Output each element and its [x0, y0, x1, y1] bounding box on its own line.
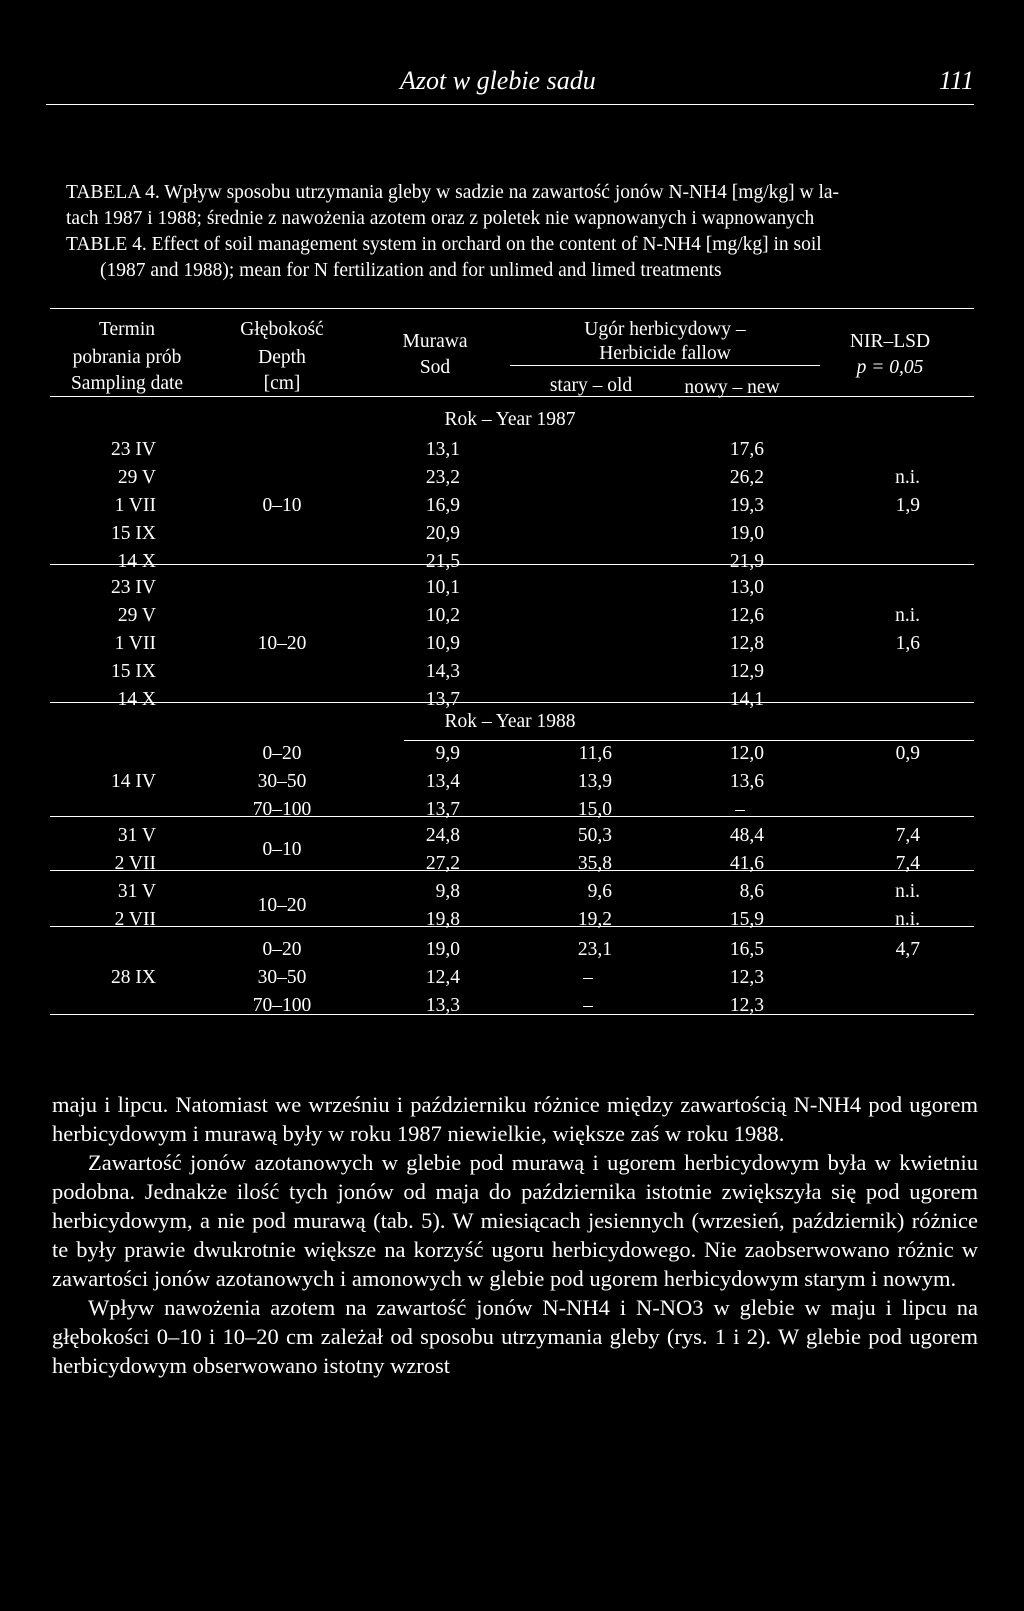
old-fallow-cell: – [583, 967, 593, 988]
fallow-cell: 21,9 [729, 551, 764, 572]
header-date-pl-2: pobrania prób [72, 347, 182, 368]
lsd-cell: 1,9 [895, 495, 920, 516]
depth-cell: 70–100 [252, 799, 312, 820]
header-depth-unit: [cm] [263, 373, 301, 394]
page-number: 111 [938, 66, 974, 95]
table-top-rule [50, 308, 974, 309]
date-cell: 23 IV [111, 577, 156, 598]
old-fallow-cell: 13,9 [577, 771, 612, 792]
date-cell: 23 IV [111, 439, 156, 460]
depth-cell: 0–10 [262, 839, 302, 860]
running-header [46, 64, 974, 105]
sod-cell: 19,0 [425, 939, 460, 960]
header-new: nowy – new [684, 377, 780, 398]
header-fallow-pl: Ugór herbicydowy – [584, 319, 746, 340]
old-fallow-cell: 19,2 [577, 909, 612, 930]
date-cell: 1 VII [114, 633, 156, 654]
lsd-cell: n.i. [895, 605, 920, 626]
caption-line-en-2: (1987 and 1988); mean for N fertilization and for unlimed and limed treatments [100, 260, 722, 281]
paragraph: Zawartość jonów azotanowych w glebie pod murawą i ugorem herbicydowym była w kwietniu podobna. Jednakże ilość tych jonów od maja do października istotnie zwiększyła się pod ugorem herbicydowym, a nie pod murawą (tab. 5). W miesiącach jesiennych (wrzesień, październik) różnice te były prawie dwukrotnie większe na korzyść ugoru herbicydowego. Nie zaobserwowano różnic w zawartości jonów azotanowych i amonowych w glebie pod ugorem herbicydowym starym i nowym. [52, 1150, 978, 1291]
header-depth-pl: Głębokość [240, 319, 324, 340]
header-lsd: NIR–LSD [849, 331, 931, 352]
depth-cell: 10–20 [257, 633, 307, 654]
fallow-cell: 12,6 [729, 605, 764, 626]
new-fallow-cell: 13,6 [729, 771, 764, 792]
fallow-cell: 19,3 [729, 495, 764, 516]
fallow-cell: 26,2 [729, 467, 764, 488]
lsd-cell: n.i. [895, 467, 920, 488]
fallow-cell: 12,8 [729, 633, 764, 654]
date-cell: 14 X [117, 689, 156, 710]
sod-cell: 20,9 [425, 523, 460, 544]
new-fallow-cell: 15,9 [729, 909, 764, 930]
old-fallow-cell: 11,6 [578, 743, 612, 764]
date-cell: 1 VII [114, 495, 156, 516]
sod-cell: 13,3 [425, 995, 460, 1016]
year-rule [404, 740, 974, 741]
sod-cell: 16,9 [425, 495, 460, 516]
date-cell: 14 IV [111, 771, 156, 792]
sod-cell: 14,3 [425, 661, 460, 682]
date-cell: 29 V [117, 605, 156, 626]
year-1987-label: Rok – Year 1987 [444, 409, 576, 430]
sod-cell: 10,2 [425, 605, 460, 626]
date-cell: 14 X [117, 551, 156, 572]
table-bottom-rule [50, 1014, 974, 1015]
lsd-cell: 0,9 [895, 743, 920, 764]
fallow-cell: 19,0 [729, 523, 764, 544]
depth-cell: 30–50 [257, 771, 307, 792]
caption-line-pl-2: tach 1987 i 1988; średnie z nawożenia azotem oraz z poletek nie wapnowanych i wapnowanych [66, 208, 815, 229]
fallow-cell: 13,0 [729, 577, 764, 598]
date-cell: 29 V [117, 467, 156, 488]
old-fallow-cell: 50,3 [577, 825, 612, 846]
lsd-cell: n.i. [895, 881, 920, 902]
new-fallow-cell: 12,3 [729, 995, 764, 1016]
sod-cell: 10,9 [425, 633, 460, 654]
new-fallow-cell: 12,3 [729, 967, 764, 988]
block-rule [50, 870, 974, 871]
depth-cell: 0–20 [262, 939, 302, 960]
block-rule [50, 702, 974, 703]
fallow-cell: 17,6 [729, 439, 764, 460]
depth-cell: 70–100 [252, 995, 312, 1016]
header-fallow-en: Herbicide fallow [599, 343, 731, 364]
depth-cell: 0–10 [262, 495, 302, 516]
new-fallow-cell: – [735, 799, 745, 820]
sod-cell: 23,2 [425, 467, 460, 488]
header-bottom-rule [50, 396, 974, 397]
sod-cell: 9,9 [435, 743, 460, 764]
sod-cell: 24,8 [425, 825, 460, 846]
lsd-cell: 7,4 [895, 825, 920, 846]
sod-cell: 9,8 [435, 881, 460, 902]
header-sod-en: Sod [419, 357, 451, 378]
year-1988-label: Rok – Year 1988 [444, 711, 576, 732]
old-fallow-cell: – [583, 995, 593, 1016]
body-text [52, 1090, 978, 1380]
date-cell: 15 IX [111, 523, 156, 544]
header-old: stary – old [549, 375, 633, 396]
sod-cell: 13,4 [425, 771, 460, 792]
sod-cell: 19,8 [425, 909, 460, 930]
old-fallow-cell: 23,1 [577, 939, 612, 960]
fallow-cell: 12,9 [729, 661, 764, 682]
block-rule [50, 564, 974, 565]
header-sod-pl: Murawa [402, 331, 468, 352]
old-fallow-cell: 35,8 [577, 853, 612, 874]
lsd-cell: 1,6 [895, 633, 920, 654]
sod-cell: 27,2 [425, 853, 460, 874]
sod-cell: 13,7 [425, 689, 460, 710]
sod-cell: 12,4 [425, 967, 460, 988]
new-fallow-cell: 41,6 [729, 853, 764, 874]
sod-cell: 13,1 [425, 439, 460, 460]
new-fallow-cell: 8,6 [739, 881, 764, 902]
date-cell: 2 VII [114, 853, 156, 874]
block-rule [50, 926, 974, 927]
old-fallow-cell: 15,0 [577, 799, 612, 820]
depth-cell: 30–50 [257, 967, 307, 988]
caption-line-en-1: TABLE 4. Effect of soil management system in orchard on the content of N-NH4 [mg/kg] in soil [66, 234, 822, 255]
sod-cell: 10,1 [425, 577, 460, 598]
date-cell: 31 V [117, 881, 156, 902]
sod-cell: 13,7 [425, 799, 460, 820]
new-fallow-cell: 12,0 [729, 743, 764, 764]
old-fallow-cell: 9,6 [587, 881, 612, 902]
paragraph: Wpływ nawożenia azotem na zawartość jonów N-NH4 i N-NO3 w glebie w maju i lipcu na głębokości 0–10 i 10–20 cm zależał od sposobu utrzymania gleby (rys. 1 i 2). W glebie pod ugorem herbicydowym obserwowano istotny wzrost [52, 1295, 978, 1378]
lsd-cell: n.i. [895, 909, 920, 930]
header-depth-en: Depth [258, 347, 306, 368]
paragraph: maju i lipcu. Natomiast we wrześniu i październiku różnice między zawartością N-NH4 pod ugorem herbicydowym i murawą były w roku 1987 niewielkie, większe zaś w roku 1988. [52, 1092, 978, 1146]
date-cell: 15 IX [111, 661, 156, 682]
date-cell: 31 V [117, 825, 156, 846]
depth-cell: 0–20 [262, 743, 302, 764]
new-fallow-cell: 48,4 [729, 825, 764, 846]
date-cell: 28 IX [111, 967, 156, 988]
running-title: Azot w glebie sadu [400, 66, 596, 95]
lsd-cell: 4,7 [895, 939, 920, 960]
sod-cell: 21,5 [425, 551, 460, 572]
header-date-pl-1: Termin [98, 319, 156, 340]
header-p-value: p = 0,05 [856, 357, 924, 378]
new-fallow-cell: 16,5 [729, 939, 764, 960]
fallow-cell: 14,1 [729, 689, 764, 710]
date-cell: 2 VII [114, 909, 156, 930]
depth-cell: 10–20 [257, 895, 307, 916]
block-rule [50, 816, 974, 817]
header-date-en: Sampling date [70, 373, 184, 394]
caption-line-pl-1: TABELA 4. Wpływ sposobu utrzymania gleby w sadzie na zawartość jonów N-NH4 [mg/kg] w la- [66, 182, 840, 203]
lsd-cell: 7,4 [895, 853, 920, 874]
